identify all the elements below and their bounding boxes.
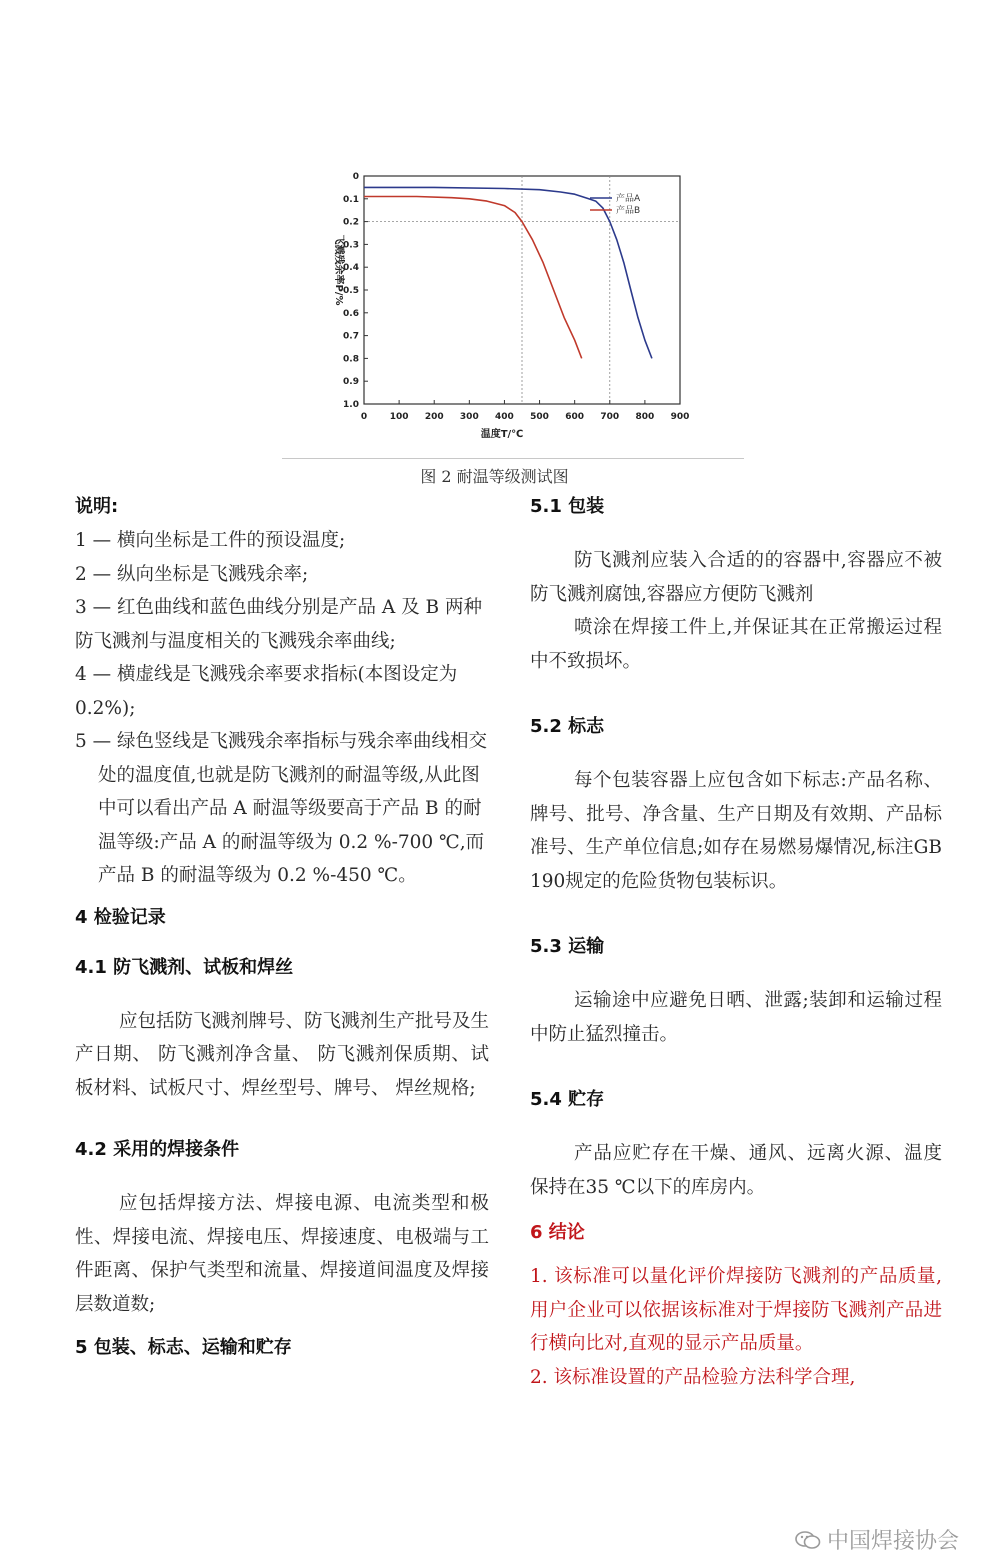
section-4-1-title: 4.1 防飞溅剂、试板和焊丝 bbox=[75, 956, 294, 978]
y-axis-label: 飞溅残余率P/% bbox=[333, 234, 344, 306]
section-5-1-text-2: 喷涂在焊接工件上,并保证其在正常搬运过程中不致损坏。 bbox=[530, 617, 942, 672]
section-5-4-text: 产品应贮存在干燥、通风、远离火源、温度保持在35 ℃以下的库房内。 bbox=[530, 1143, 942, 1198]
section-4-2-text: 应包括焊接方法、焊接电源、电流类型和极性、焊接电流、焊接电压、焊接速度、电极端与工件距离、保护气类型和流量、焊接道间温度及焊接层数道数; bbox=[75, 1193, 489, 1315]
note-item-1: 1 — 横向坐标是工件的预设温度; bbox=[75, 530, 346, 551]
legend-label: 产品A bbox=[616, 194, 641, 204]
x-tick-label: 300 bbox=[459, 412, 479, 422]
section-5-2-title: 5.2 标志 bbox=[530, 716, 605, 737]
y-tick-label: 0.8 bbox=[343, 354, 359, 365]
section-4-1-text: 应包括防飞溅剂牌号、防飞溅剂生产批号及生产日期、 防飞溅剂净含量、 防飞溅剂保质期、试板材料、试板尺寸、焊丝型号、牌号、 焊丝规格; bbox=[75, 1010, 490, 1099]
left-column bbox=[75, 492, 489, 1363]
right-column bbox=[530, 492, 942, 1394]
section-5-2-text: 每个包装容器上应包含如下标志:产品名称、牌号、批号、净含量、生产日期及有效期、产品标准号、生产单位信息;如存在易燃易爆情况,标注GB 190规定的危险货物包装标识。 bbox=[530, 770, 942, 892]
wechat-icon bbox=[795, 1530, 821, 1550]
section-5-1-text: 防飞溅剂应装入合适的的容器中,容器应不被防飞溅剂腐蚀,容器应方便防飞溅剂 bbox=[530, 550, 942, 605]
x-tick-label: 200 bbox=[424, 412, 444, 422]
y-tick-label: 0.6 bbox=[343, 308, 359, 319]
section-5-4-title: 5.4 贮存 bbox=[530, 1089, 605, 1110]
x-axis-label: 温度T/℃ bbox=[480, 429, 524, 440]
x-tick-label: 100 bbox=[389, 412, 409, 422]
y-tick-label: 0.3 bbox=[343, 240, 359, 251]
series-line-b bbox=[364, 197, 582, 359]
y-tick-label: 0.9 bbox=[343, 377, 359, 388]
y-tick-label: 0.1 bbox=[343, 194, 359, 205]
section-6-title: 6 结论 bbox=[530, 1222, 585, 1243]
section-5-title: 5 包装、标志、运输和贮存 bbox=[75, 1337, 292, 1358]
note-item-3: 3 — 红色曲线和蓝色曲线分别是产品 A 及 B 两种防飞溅剂与温度相关的飞溅残余率曲线; bbox=[75, 597, 483, 652]
watermark bbox=[795, 1524, 959, 1555]
chart-svg bbox=[320, 160, 700, 450]
y-tick-label: 0.2 bbox=[343, 217, 359, 228]
section-4-2-title: 4.2 采用的焊接条件 bbox=[75, 1139, 240, 1160]
y-tick-label: 0.7 bbox=[343, 331, 359, 342]
figure-caption: 图 2 耐温等级测试图 bbox=[420, 467, 569, 486]
y-tick-label: 0.5 bbox=[343, 286, 359, 296]
note-item-4: 4 — 横虚线是飞溅残余率要求指标(本图设定为 0.2%); bbox=[75, 664, 458, 719]
legend-label: 产品B bbox=[616, 206, 641, 216]
conclusion-item-1: 1. 该标准可以量化评价焊接防飞溅剂的产品质量,用户企业可以依据该标准对于焊接防飞溅剂产品进行横向比对,直观的显示产品质量。 bbox=[530, 1266, 942, 1354]
section-4-title: 4 检验记录 bbox=[75, 906, 166, 928]
x-tick-label: 900 bbox=[670, 412, 690, 422]
y-tick-label: 0 bbox=[352, 172, 359, 182]
section-5-1-title: 5.1 包装 bbox=[530, 496, 605, 517]
section-5-3-title: 5.3 运输 bbox=[530, 936, 605, 957]
watermark-text: 中国焊接协会 bbox=[826, 1529, 959, 1554]
x-tick-label: 500 bbox=[530, 412, 549, 422]
section-5-3-text: 运输途中应避免日晒、泄露;装卸和运输过程中防止猛烈撞击。 bbox=[530, 990, 942, 1045]
x-tick-label: 600 bbox=[565, 412, 585, 422]
notes-title: 说明: bbox=[75, 496, 119, 517]
caption-divider bbox=[282, 458, 744, 459]
x-tick-label: 0 bbox=[360, 412, 368, 422]
note-item-5: 5 — 绿色竖线是飞溅残余率指标与残余率曲线相交处的温度值,也就是防飞溅剂的耐温等级,从此图中可以看出产品 A 耐温等级要高于产品 B 的耐温等级:产品 A 的耐温等级为 0.2 %-700 ℃,而产品 B 的耐温等级为 0.2 %-450 ℃。 bbox=[75, 731, 488, 886]
conclusion-item-2: 2. 该标准设置的产品检验方法科学合理, bbox=[530, 1366, 856, 1388]
y-tick-label: 1.0 bbox=[343, 400, 359, 410]
temperature-resistance-chart bbox=[320, 160, 700, 450]
note-item-2: 2 — 纵向坐标是飞溅残余率; bbox=[75, 563, 309, 585]
x-tick-label: 700 bbox=[600, 412, 620, 422]
series-line-a bbox=[364, 187, 652, 358]
x-tick-label: 400 bbox=[495, 412, 514, 422]
y-tick-label: 0.4 bbox=[343, 263, 359, 274]
x-tick-label: 800 bbox=[635, 412, 655, 422]
